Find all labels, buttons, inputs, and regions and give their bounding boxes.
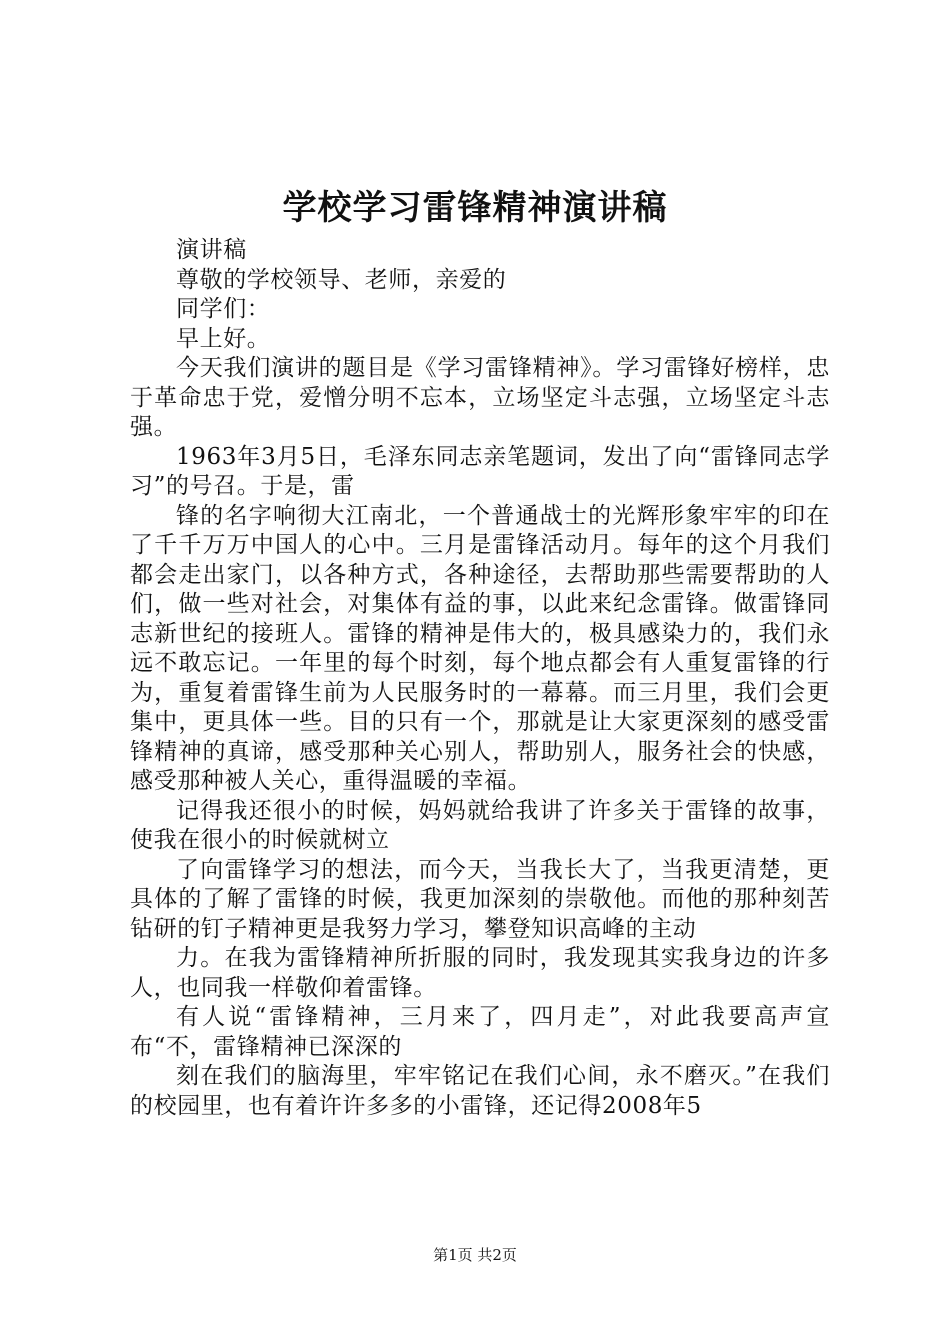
page-title: 学校学习雷锋精神演讲稿 [282,188,668,228]
paragraph: 锋的名字响彻大江南北，一个普通战士的光辉形象牢牢的印在了千千万万中国人的心中。三月是雷锋活动月。每年的这个月我们都会走出家门，以各种方式，各种途径，去帮助那些需要帮助的人们，做一些对社会，对集体有益的事，以此来纪念雷锋。做雷锋同志新世纪的接班人。雷锋的精神是伟大的，极具感染力的，我们永远不敢忘记。一年里的每个时刻，每个地点都会有人重复雷锋的行为，重复着雷锋生前为人民服务时的一幕幕。而三月里，我们会更集中，更具体一些。目的只有一个，那就是让大家更深刻的感受雷锋精神的真谛，感受那种关心别人，帮助别人，服务社会的快感，感受那种被人关心，重得温暖的幸福。 [130,502,830,794]
paragraph: 力。在我为雷锋精神所折服的同时，我发现其实我身边的许多人，也同我一样敬仰着雷锋。 [130,945,830,1001]
paragraph: 演讲稿 [176,237,247,263]
paragraph: 了向雷锋学习的想法，而今天，当我长大了，当我更清楚，更具体的了解了雷锋的时候，我更加深刻的崇敬他。而他的那种刻苦钻研的钉子精神更是我努力学习，攀登知识高峰的主动 [130,856,830,942]
paragraph: 刻在我们的脑海里，牢牢铭记在我们心间，永不磨灭。”在我们的校园里，也有着许许多多的小雷锋，还记得2008年5 [130,1063,830,1119]
paragraph: 同学们： [176,296,271,322]
paragraph: 早上好。 [176,325,271,352]
paragraph: 尊敬的学校领导、老师，亲爱的 [176,266,507,293]
page-number: 第1页 共2页 [433,1246,517,1264]
document-body [130,236,830,1121]
paragraph: 1963年3月5日，毛泽东同志亲笔题词，发出了向“雷锋同志学习”的号召。于是，雷 [130,443,830,499]
paragraph: 有人说“雷锋精神，三月来了，四月走”，对此我要高声宣布“不，雷锋精神已深深的 [130,1004,830,1060]
paragraph: 今天我们演讲的题目是《学习雷锋精神》。学习雷锋好榜样，忠于革命忠于党，爱憎分明不忘本，立场坚定斗志强，立场坚定斗志强。 [130,355,830,440]
paragraph: 记得我还很小的时候，妈妈就给我讲了许多关于雷锋的故事，使我在很小的时候就树立 [130,797,830,853]
